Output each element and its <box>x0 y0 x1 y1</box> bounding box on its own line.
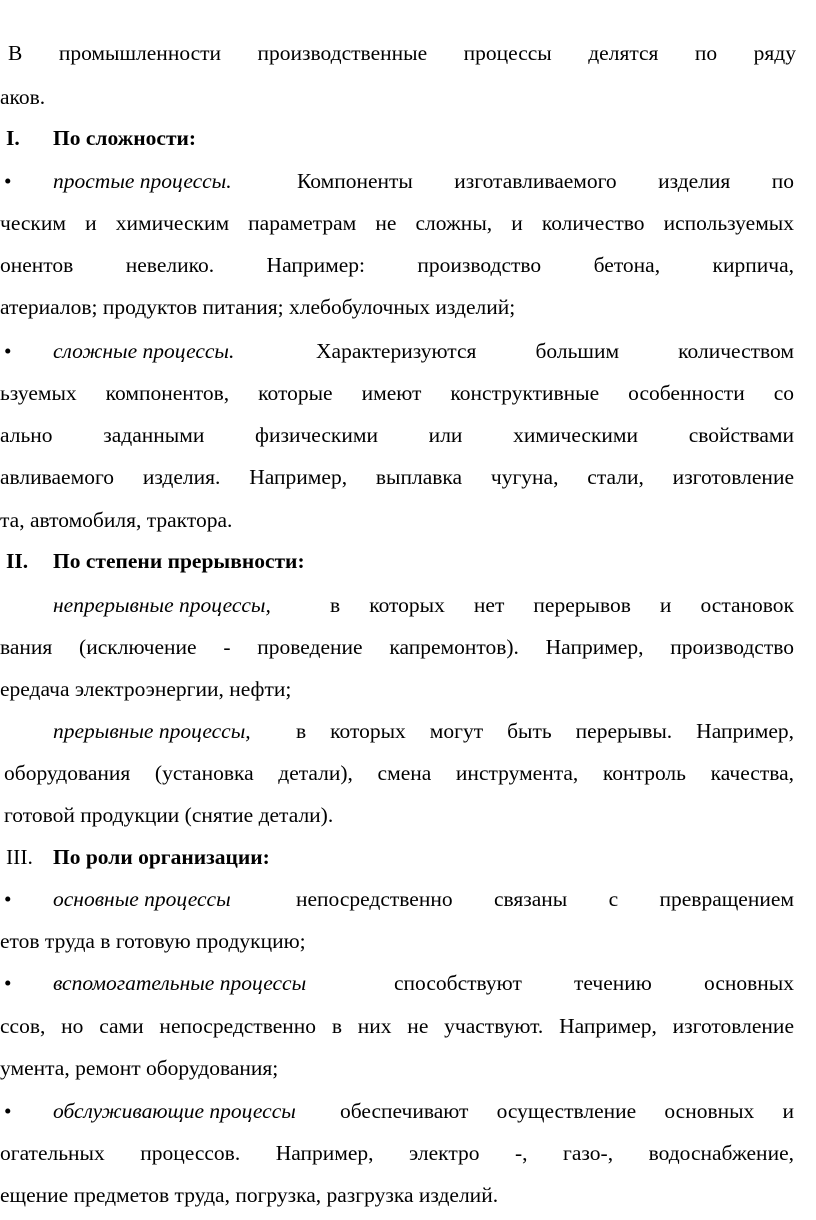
term-main-processes: основные процессы <box>53 887 231 911</box>
paragraph-line: ссов, но сами непосредственно в них не участвуют. Например, изготовление <box>0 1014 794 1038</box>
intro-line-2: аков. <box>0 85 46 109</box>
paragraph-line: ально заданными физическими или химическими свойствами <box>0 423 794 447</box>
section-2-number: II. <box>6 549 29 573</box>
paragraph-line: та, автомобиля, трактора. <box>0 508 233 532</box>
term-simple-processes: простые процессы. <box>53 169 232 193</box>
term-continuous-processes: непрерывные процессы, <box>53 593 271 617</box>
term-service-processes: обслуживающие процессы <box>53 1099 296 1123</box>
paragraph-line: обеспечивают осуществление основных и <box>340 1099 794 1123</box>
paragraph-line: Характеризуются большим количеством <box>316 339 794 363</box>
term-discrete-processes: прерывные процессы, <box>53 719 251 743</box>
paragraph-line: умента, ремонт оборудования; <box>0 1056 279 1080</box>
paragraph-line: вания (исключение - проведение капремонтов). Например, производство <box>0 635 794 659</box>
paragraph-line: способствуют течению основных <box>394 971 794 995</box>
paragraph-line: атериалов; продуктов питания; хлебобулочных изделий; <box>0 295 516 319</box>
section-3-number: III. <box>6 845 33 869</box>
section-1-heading: По сложности: <box>53 126 197 150</box>
paragraph-line: етов труда в готовую продукцию; <box>0 929 306 953</box>
term-complex-processes: сложные процессы. <box>53 339 235 363</box>
section-3-heading: По роли организации: <box>53 845 270 869</box>
paragraph-line: ередача электроэнергии, нефти; <box>0 677 292 701</box>
paragraph-line: ещение предметов труда, погрузка, разгрузка изделий. <box>0 1183 499 1207</box>
section-2-heading: По степени прерывности: <box>53 549 305 573</box>
bullet: • <box>4 971 12 995</box>
paragraph-line: Компоненты изготавливаемого изделия по <box>297 169 794 193</box>
bullet: • <box>4 339 12 363</box>
bullet: • <box>4 1099 12 1123</box>
bullet: • <box>4 169 12 193</box>
paragraph-line: ьзуемых компонентов, которые имеют конструктивные особенности со <box>0 381 794 405</box>
paragraph-line: огательных процессов. Например, электро -, газо-, водоснабжение, <box>0 1141 794 1165</box>
paragraph-line: онентов невелико. Например: производство бетона, кирпича, <box>0 253 794 277</box>
paragraph-line: ческим и химическим параметрам не сложны, и количество используемых <box>0 211 794 235</box>
paragraph-line: непосредственно связаны с превращением <box>296 887 794 911</box>
term-auxiliary-processes: вспомогательные процессы <box>53 971 307 995</box>
section-1-number: I. <box>6 126 20 150</box>
bullet: • <box>4 887 12 911</box>
paragraph-line: авливаемого изделия. Например, выплавка чугуна, стали, изготовление <box>0 465 794 489</box>
paragraph-line: в которых могут быть перерывы. Например, <box>296 719 794 743</box>
paragraph-line: в которых нет перерывов и остановок <box>330 593 794 617</box>
paragraph-line: оборудования (установка детали), смена инструмента, контроль качества, <box>4 761 794 785</box>
intro-line-1: В промышленности производственные процессы делятся по ряду <box>8 41 796 65</box>
paragraph-line: готовой продукции (снятие детали). <box>4 803 334 827</box>
